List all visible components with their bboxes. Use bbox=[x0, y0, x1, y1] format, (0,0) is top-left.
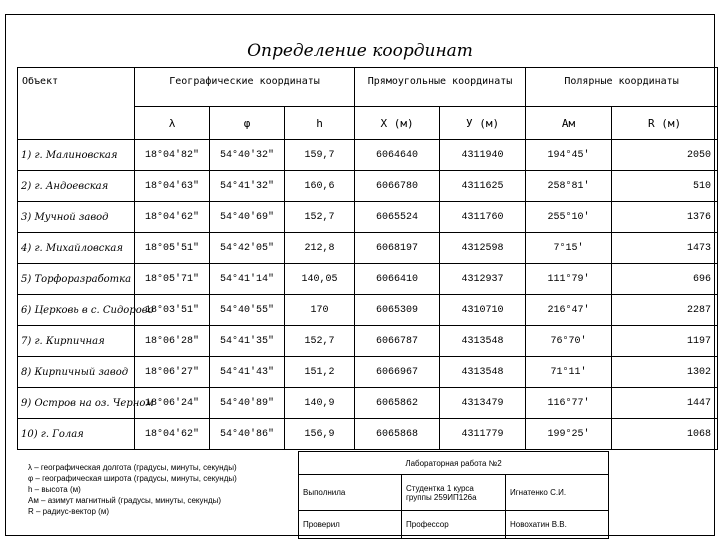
height-cell: 140,05 bbox=[285, 264, 355, 295]
object-cell: 3) Мучной завод bbox=[18, 202, 135, 233]
x-cell: 6066410 bbox=[355, 264, 440, 295]
header-h: h bbox=[285, 107, 355, 140]
radius-cell: 2050 bbox=[612, 140, 718, 171]
legend-line: λ – географическая долгота (градусы, минуты, секунды) bbox=[28, 463, 237, 472]
phi-cell: 54°40'86" bbox=[210, 419, 285, 450]
object-cell: 8) Кирпичный завод bbox=[18, 357, 135, 388]
lambda-cell: 18°04'62" bbox=[135, 202, 210, 233]
legend bbox=[28, 462, 237, 517]
object-cell: 2) г. Андоевская bbox=[18, 171, 135, 202]
phi-cell: 54°41'14" bbox=[210, 264, 285, 295]
professor-name: Новохатин В.В. bbox=[506, 511, 609, 539]
height-cell: 212,8 bbox=[285, 233, 355, 264]
y-cell: 4313548 bbox=[440, 326, 526, 357]
object-cell: 7) г. Кирпичная bbox=[18, 326, 135, 357]
table-row bbox=[18, 264, 718, 295]
table-row bbox=[18, 326, 718, 357]
y-cell: 4312937 bbox=[440, 264, 526, 295]
height-cell: 140,9 bbox=[285, 388, 355, 419]
header-y: У (м) bbox=[440, 107, 526, 140]
azimuth-cell: 7°15' bbox=[526, 233, 612, 264]
table-row bbox=[18, 140, 718, 171]
azimuth-cell: 255°10' bbox=[526, 202, 612, 233]
lambda-cell: 18°04'82" bbox=[135, 140, 210, 171]
y-cell: 4313548 bbox=[440, 357, 526, 388]
x-cell: 6066787 bbox=[355, 326, 440, 357]
radius-cell: 1376 bbox=[612, 202, 718, 233]
x-cell: 6066967 bbox=[355, 357, 440, 388]
height-cell: 170 bbox=[285, 295, 355, 326]
y-cell: 4313479 bbox=[440, 388, 526, 419]
y-cell: 4310710 bbox=[440, 295, 526, 326]
lab-work-stamp bbox=[298, 451, 609, 539]
azimuth-cell: 199°25' bbox=[526, 419, 612, 450]
table-row bbox=[18, 357, 718, 388]
height-cell: 159,7 bbox=[285, 140, 355, 171]
height-cell: 151,2 bbox=[285, 357, 355, 388]
object-cell: 1) г. Малиновская bbox=[18, 140, 135, 171]
radius-cell: 2287 bbox=[612, 295, 718, 326]
lambda-cell: 18°05'51" bbox=[135, 233, 210, 264]
x-cell: 6065862 bbox=[355, 388, 440, 419]
header-row-1 bbox=[18, 68, 718, 107]
phi-cell: 54°41'32" bbox=[210, 171, 285, 202]
header-phi: φ bbox=[210, 107, 285, 140]
azimuth-cell: 76°70' bbox=[526, 326, 612, 357]
phi-cell: 54°41'35" bbox=[210, 326, 285, 357]
radius-cell: 696 bbox=[612, 264, 718, 295]
radius-cell: 1197 bbox=[612, 326, 718, 357]
height-cell: 152,7 bbox=[285, 326, 355, 357]
y-cell: 4311940 bbox=[440, 140, 526, 171]
y-cell: 4311779 bbox=[440, 419, 526, 450]
professor-title: Профессор bbox=[402, 511, 506, 539]
height-cell: 156,9 bbox=[285, 419, 355, 450]
lab-title: Лабораторная работа №2 bbox=[299, 452, 609, 475]
x-cell: 6065309 bbox=[355, 295, 440, 326]
azimuth-cell: 116°77' bbox=[526, 388, 612, 419]
legend-line: h – высота (м) bbox=[28, 485, 81, 494]
phi-cell: 54°40'32" bbox=[210, 140, 285, 171]
phi-cell: 54°40'89" bbox=[210, 388, 285, 419]
radius-cell: 1302 bbox=[612, 357, 718, 388]
header-polar: Полярные координаты bbox=[526, 68, 718, 107]
phi-cell: 54°41'43" bbox=[210, 357, 285, 388]
azimuth-cell: 216°47' bbox=[526, 295, 612, 326]
table-row bbox=[18, 202, 718, 233]
student-name: Игнатенко С.И. bbox=[506, 475, 609, 511]
object-cell: 5) Торфоразработка bbox=[18, 264, 135, 295]
lambda-cell: 18°04'63" bbox=[135, 171, 210, 202]
x-cell: 6066780 bbox=[355, 171, 440, 202]
y-cell: 4311625 bbox=[440, 171, 526, 202]
azimuth-cell: 71°11' bbox=[526, 357, 612, 388]
radius-cell: 1473 bbox=[612, 233, 718, 264]
header-am: Ам bbox=[526, 107, 612, 140]
checked-label: Проверил bbox=[299, 511, 402, 539]
table-row bbox=[18, 295, 718, 326]
lambda-cell: 18°03'51" bbox=[135, 295, 210, 326]
y-cell: 4311760 bbox=[440, 202, 526, 233]
student-info: Студентка 1 курса группы 259ИП126а bbox=[402, 475, 506, 511]
x-cell: 6065524 bbox=[355, 202, 440, 233]
lambda-cell: 18°06'27" bbox=[135, 357, 210, 388]
performed-label: Выполнила bbox=[299, 475, 402, 511]
object-cell: 4) г. Михайловская bbox=[18, 233, 135, 264]
header-x: X (м) bbox=[355, 107, 440, 140]
legend-line: R – радиус-вектор (м) bbox=[28, 507, 110, 516]
header-lambda: λ bbox=[135, 107, 210, 140]
coordinates-table bbox=[17, 67, 718, 450]
radius-cell: 510 bbox=[612, 171, 718, 202]
height-cell: 152,7 bbox=[285, 202, 355, 233]
lambda-cell: 18°04'62" bbox=[135, 419, 210, 450]
header-rectangular: Прямоугольные координаты bbox=[355, 68, 526, 107]
header-geographic: Географические координаты bbox=[135, 68, 355, 107]
table-row bbox=[18, 233, 718, 264]
page-title: Определение координат bbox=[247, 41, 473, 61]
azimuth-cell: 194°45' bbox=[526, 140, 612, 171]
radius-cell: 1068 bbox=[612, 419, 718, 450]
table-row bbox=[18, 419, 718, 450]
object-cell: 10) г. Голая bbox=[18, 419, 135, 450]
object-cell: 9) Остров на оз. Черном bbox=[18, 388, 135, 419]
legend-line: φ – географическая широта (градусы, минуты, секунды) bbox=[28, 474, 237, 483]
lambda-cell: 18°05'71" bbox=[135, 264, 210, 295]
table-row bbox=[18, 388, 718, 419]
lambda-cell: 18°06'28" bbox=[135, 326, 210, 357]
phi-cell: 54°40'55" bbox=[210, 295, 285, 326]
x-cell: 6068197 bbox=[355, 233, 440, 264]
azimuth-cell: 111°79' bbox=[526, 264, 612, 295]
object-cell: 6) Церковь в с. Сидорово bbox=[18, 295, 135, 326]
x-cell: 6064640 bbox=[355, 140, 440, 171]
x-cell: 6065868 bbox=[355, 419, 440, 450]
phi-cell: 54°40'69" bbox=[210, 202, 285, 233]
legend-line: Ам – азимут магнитный (градусы, минуты, секунды) bbox=[28, 496, 222, 505]
lambda-cell: 18°06'24" bbox=[135, 388, 210, 419]
phi-cell: 54°42'05" bbox=[210, 233, 285, 264]
y-cell: 4312598 bbox=[440, 233, 526, 264]
header-object: Объект bbox=[18, 68, 135, 140]
azimuth-cell: 258°81' bbox=[526, 171, 612, 202]
radius-cell: 1447 bbox=[612, 388, 718, 419]
table-row bbox=[18, 171, 718, 202]
header-r: R (м) bbox=[612, 107, 718, 140]
height-cell: 160,6 bbox=[285, 171, 355, 202]
